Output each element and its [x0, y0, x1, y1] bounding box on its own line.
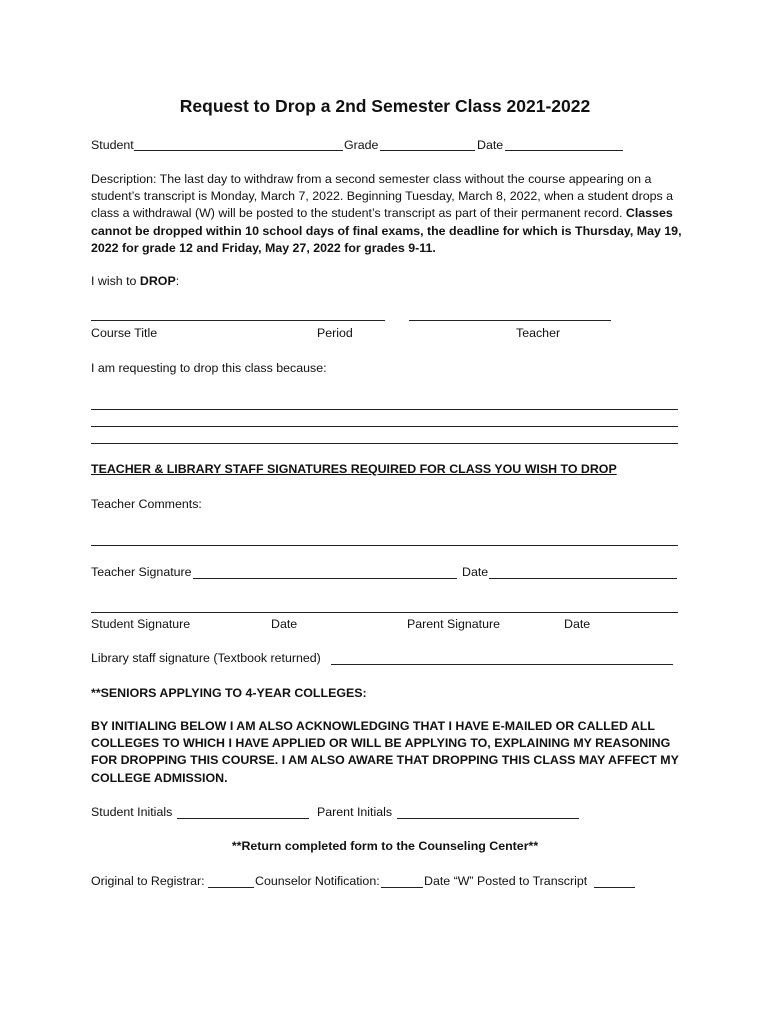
grade-label: Grade [344, 138, 379, 152]
wish-prefix: I wish to [91, 274, 140, 288]
reason-line-3[interactable] [91, 443, 678, 444]
return-note: **Return completed form to the Counseling Center** [231, 839, 539, 853]
course-title-label: Course Title [91, 326, 158, 340]
teacher-sig-date-label: Date [462, 565, 489, 579]
wish-to-drop [91, 273, 179, 290]
date-label: Date [477, 138, 504, 152]
teacher-signature-line[interactable] [193, 578, 457, 579]
parent-initials-line[interactable] [397, 818, 579, 819]
date-w-posted-line[interactable] [594, 887, 635, 888]
original-to-registrar-line[interactable] [208, 887, 254, 888]
teacher-sig-date-line[interactable] [489, 578, 677, 579]
student-initials-line[interactable] [177, 818, 309, 819]
description [91, 171, 691, 257]
period-label: Period [317, 326, 353, 340]
seniors-heading: **SENIORS APPLYING TO 4-YEAR COLLEGES: [91, 686, 367, 700]
wish-suffix: : [175, 274, 180, 288]
parent-signature-label: Parent Signature [407, 617, 500, 631]
parent-initials-label: Parent Initials [317, 805, 393, 819]
description-deadline: Classes cannot be dropped within 10 school days of final exams, the deadline for which is Thursday, May 19, 2022 for grade 12 and Friday, May 27, 2022 for grades 9-11. [91, 206, 682, 255]
date-line[interactable] [505, 150, 623, 151]
reason-label: I am requesting to drop this class because: [91, 361, 327, 375]
counselor-notification-label: Counselor Notification: [255, 874, 380, 888]
teacher-comments-line[interactable] [91, 545, 678, 546]
reason-line-2[interactable] [91, 426, 678, 427]
student-parent-signature-line[interactable] [91, 612, 678, 613]
library-signature-label: Library staff signature (Textbook returned) [91, 651, 321, 665]
teacher-label: Teacher [516, 326, 561, 340]
form-title: Request to Drop a 2nd Semester Class 2021-2022 [179, 96, 591, 116]
signatures-heading: TEACHER & LIBRARY STAFF SIGNATURES REQUIRED FOR CLASS YOU WISH TO DROP [91, 462, 617, 476]
teacher-line[interactable] [409, 320, 611, 321]
student-name-line[interactable] [134, 150, 343, 151]
teacher-signature-label: Teacher Signature [91, 565, 192, 579]
acknowledgement-text: BY INITIALING BELOW I AM ALSO ACKNOWLEDGING THAT I HAVE E-MAILED OR CALLED ALL COLLEGES TO WHICH I HAVE APPLIED OR WILL BE APPLYING TO, EXPLAINING MY REASONING FOR DROPPING THIS COURSE. I AM ALSO AWARE THAT DROPPING THIS CLASS MAY AFFECT MY COLLEGE ADMISSION. [91, 719, 679, 785]
reason-line-1[interactable] [91, 409, 678, 410]
counselor-notification-line[interactable] [381, 887, 423, 888]
teacher-comments-label: Teacher Comments: [91, 497, 202, 511]
library-signature-line[interactable] [331, 664, 673, 665]
date-w-posted-label: Date “W” Posted to Transcript [424, 874, 588, 888]
student-initials-label: Student Initials [91, 805, 173, 819]
student-sig-date-label: Date [271, 617, 298, 631]
description-text: Description: The last day to withdraw from a second semester class without the course appearing on a student’s transcript is Monday, March 7, 2022. Beginning Tuesday, March 8, 2022, when a student drops a class a withdrawal (W) will be posted to the student’s transcript as part of their permanent record. [91, 172, 674, 221]
grade-line[interactable] [380, 150, 475, 151]
student-label: Student [91, 138, 134, 152]
course-period-line[interactable] [91, 320, 385, 321]
parent-sig-date-label: Date [564, 617, 591, 631]
original-to-registrar-label: Original to Registrar: [91, 874, 205, 888]
student-signature-label: Student Signature [91, 617, 191, 631]
wish-drop-word: DROP [139, 274, 176, 288]
